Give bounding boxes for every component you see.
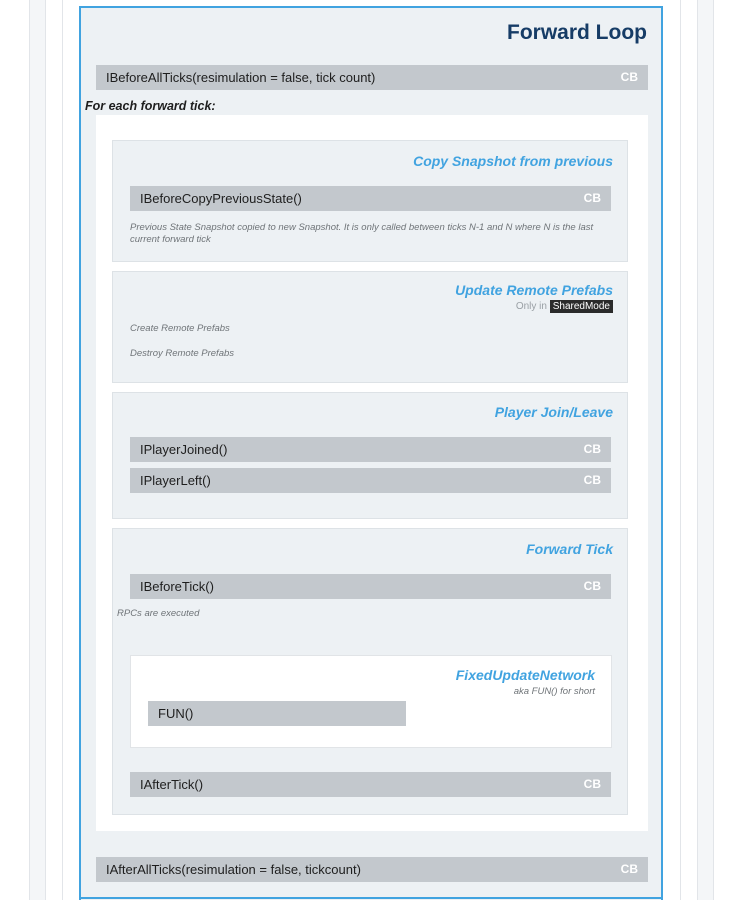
fixed-update-network-subtitle: aka FUN() for short bbox=[513, 686, 595, 697]
before-tick-label: IBeforeTick() bbox=[140, 579, 214, 594]
cb-badge: CB bbox=[583, 579, 601, 593]
create-remote-prefabs-item: Create Remote Prefabs bbox=[130, 323, 230, 334]
fun-call bbox=[148, 701, 406, 726]
after-tick-label: IAfterTick() bbox=[140, 777, 204, 792]
copy-snapshot-title: Copy Snapshot from previous bbox=[413, 153, 613, 169]
rpcs-executed-note: RPCs are executed bbox=[117, 608, 200, 619]
fixed-update-network-box bbox=[130, 655, 612, 748]
cb-badge: CB bbox=[583, 473, 601, 487]
after-tick-callback bbox=[130, 772, 611, 797]
cb-badge: CB bbox=[583, 191, 601, 205]
player-join-leave-section bbox=[112, 392, 628, 519]
player-join-leave-title: Player Join/Leave bbox=[494, 404, 613, 420]
player-joined-label: IPlayerJoined() bbox=[140, 442, 228, 457]
forward-tick-section bbox=[112, 528, 628, 815]
left-rule-content bbox=[62, 0, 63, 900]
cb-badge: CB bbox=[620, 70, 638, 84]
before-copy-previous-state-label: IBeforeCopyPreviousState() bbox=[140, 191, 302, 206]
cb-badge: CB bbox=[620, 862, 638, 876]
remote-prefabs-section bbox=[112, 271, 628, 383]
player-joined-callback bbox=[130, 437, 611, 462]
forward-tick-title: Forward Tick bbox=[526, 541, 613, 557]
cb-badge: CB bbox=[583, 442, 601, 456]
after-all-ticks-callback bbox=[96, 857, 648, 882]
left-rule-inner bbox=[45, 0, 46, 900]
before-all-ticks-label: IBeforeAllTicks(resimulation = false, tick count) bbox=[106, 70, 376, 85]
tick-loop-container bbox=[96, 115, 648, 831]
fun-call-label: FUN() bbox=[158, 706, 194, 721]
forward-loop-panel bbox=[79, 6, 663, 900]
before-copy-previous-state-callback bbox=[130, 186, 611, 211]
copy-snapshot-note: Previous State Snapshot copied to new Snapshot. It is only called between ticks N-1 and N where N is the last current forward tick bbox=[130, 222, 594, 245]
copy-snapshot-section bbox=[112, 140, 628, 262]
right-gutter bbox=[697, 0, 713, 900]
player-left-label: IPlayerLeft() bbox=[140, 473, 211, 488]
destroy-remote-prefabs-item: Destroy Remote Prefabs bbox=[130, 348, 235, 359]
panel-bottom-border bbox=[79, 897, 663, 899]
shared-mode-note bbox=[516, 300, 613, 313]
left-rule bbox=[29, 0, 30, 900]
player-left-callback bbox=[130, 468, 611, 493]
before-tick-callback bbox=[130, 574, 611, 599]
diagram-title: Forward Loop bbox=[507, 21, 647, 44]
fixed-update-network-title: FixedUpdateNetwork bbox=[455, 667, 595, 683]
remote-prefabs-title: Update Remote Prefabs bbox=[455, 282, 613, 298]
left-gutter bbox=[29, 0, 45, 900]
after-all-ticks-label: IAfterAllTicks(resimulation = false, tickcount) bbox=[106, 862, 361, 877]
shared-mode-badge: SharedMode bbox=[550, 300, 613, 313]
for-each-tick-label: For each forward tick: bbox=[85, 99, 216, 113]
right-rule-inner bbox=[697, 0, 698, 900]
before-all-ticks-callback bbox=[96, 65, 648, 90]
cb-badge: CB bbox=[583, 777, 601, 791]
right-rule-content bbox=[680, 0, 681, 900]
only-in-label: Only in bbox=[515, 301, 547, 312]
right-rule bbox=[713, 0, 714, 900]
